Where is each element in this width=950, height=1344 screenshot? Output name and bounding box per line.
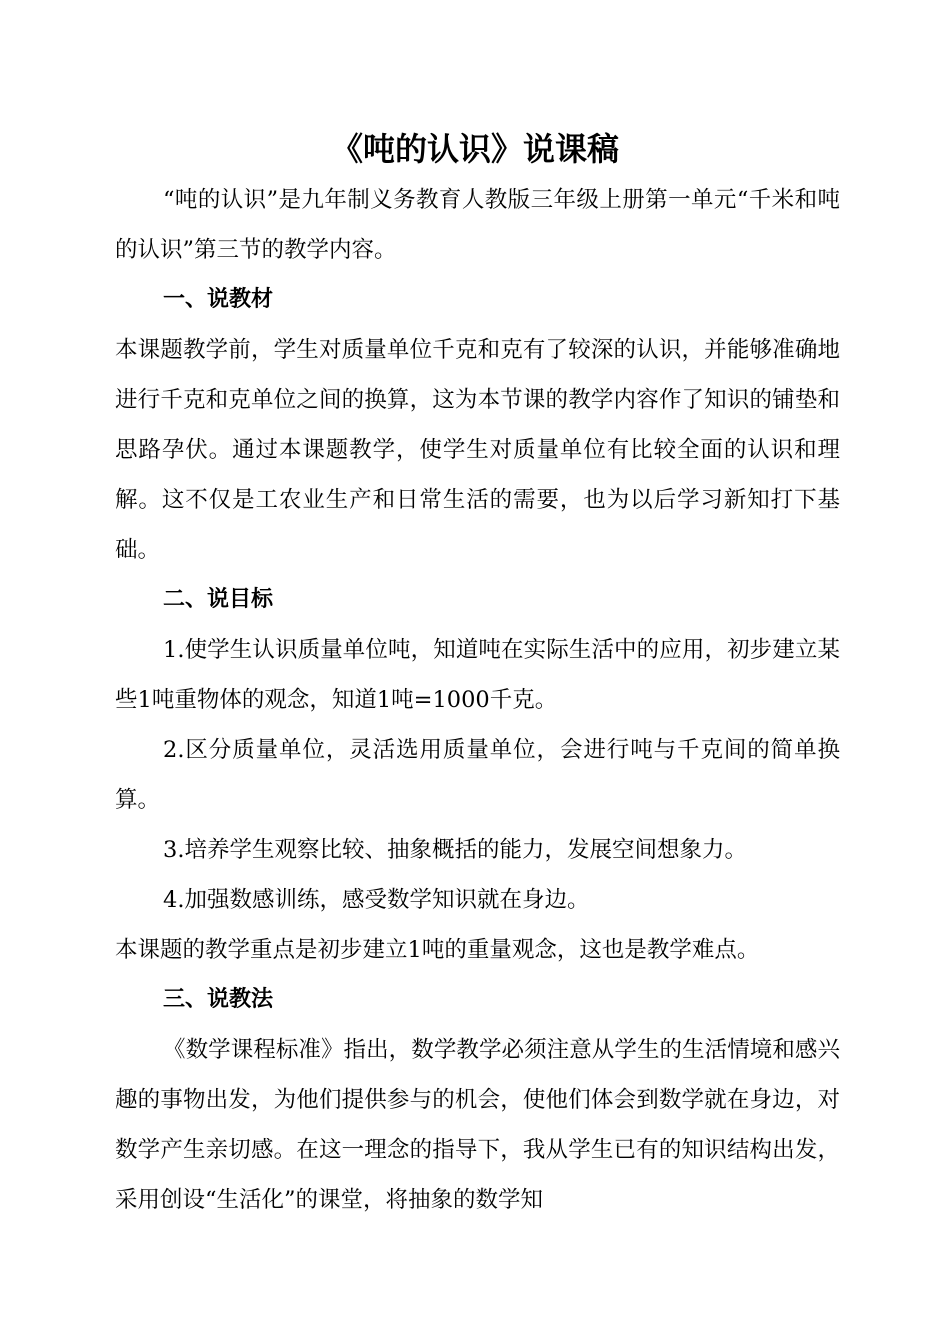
objective-item-2: 2.区分质量单位，灵活选用质量单位，会进行吨与千克间的简单换算。 bbox=[115, 737, 840, 813]
methods-paragraph: 《数学课程标准》指出，数学教学必须注意从学生的生活情境和感兴趣的事物出发，为他们提供参与的机会，使他们体会到数学就在身边，对数学产生亲切感。在这一理念的指导下，我从学生已有的知识结构出发，采用创设“生活化”的课堂，将抽象的数学知 bbox=[115, 1037, 840, 1213]
key-point-note: 本课题的教学重点是初步建立1吨的重量观念，这也是教学难点。 bbox=[115, 937, 760, 963]
document-body bbox=[115, 175, 840, 1225]
objective-item-1: 1.使学生认识质量单位吨，知道吨在实际生活中的应用，初步建立某些1吨重物体的观念，知道1吨=1000千克。 bbox=[115, 637, 840, 713]
objective-item-3: 3.培养学生观察比较、抽象概括的能力，发展空间想象力。 bbox=[163, 837, 747, 863]
textbook-paragraph: 本课题教学前，学生对质量单位千克和克有了较深的认识，并能够准确地进行千克和克单位之间的换算，这为本节课的教学内容作了知识的铺垫和思路孕伏。通过本课题教学，使学生对质量单位有比较全面的认识和理解。这不仅是工农业生产和日常生活的需要，也为以后学习新知打下基础。 bbox=[115, 337, 840, 563]
intro-paragraph: “吨的认识”是九年制义务教育人教版三年级上册第一单元“千米和吨的认识”第三节的教学内容。 bbox=[115, 187, 840, 263]
objective-item-4: 4.加强数感训练，感受数学知识就在身边。 bbox=[163, 887, 590, 913]
document-title: 《吨的认识》说课稿 bbox=[330, 130, 619, 168]
section-heading-methods: 三、说教法 bbox=[163, 987, 274, 1012]
section-heading-objectives: 二、说目标 bbox=[163, 587, 274, 612]
section-heading-textbook: 一、说教材 bbox=[163, 287, 274, 312]
